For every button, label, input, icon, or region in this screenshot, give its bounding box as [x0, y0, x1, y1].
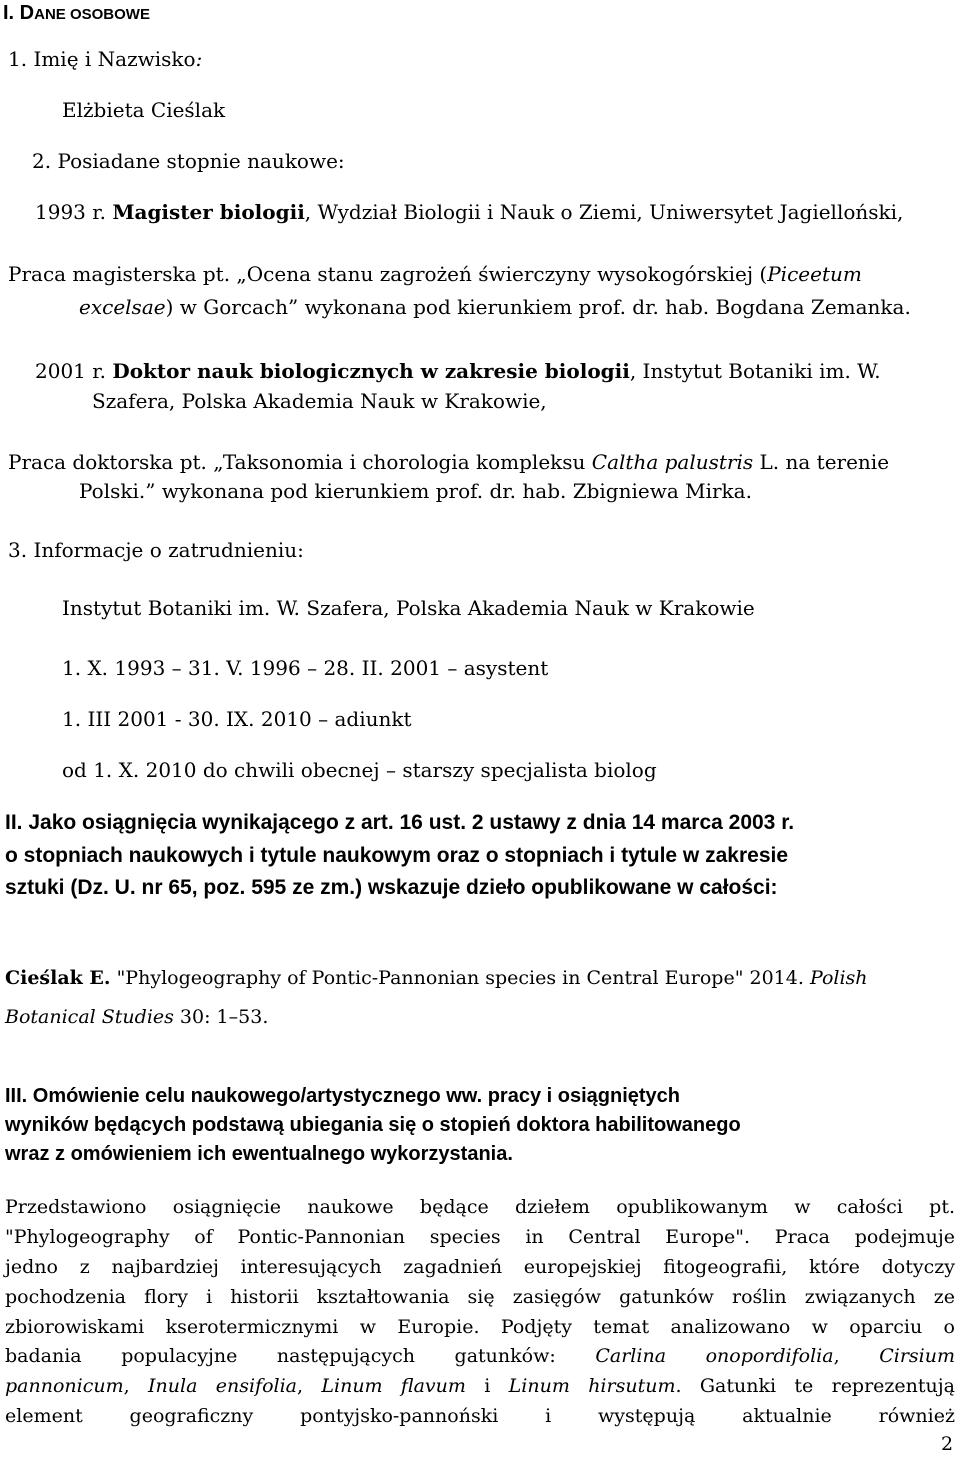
- reference-line-1: [5, 968, 868, 990]
- degree-2-institution: , Instytut Botaniki im. W.: [629, 359, 881, 383]
- reference-pages: 30: 1–53.: [173, 1006, 269, 1028]
- section-3-heading-line-1: III. Omówienie celu naukowego/artystycznego ww. pracy i osiągniętych: [5, 1085, 680, 1107]
- paragraph-text: badania populacyjne następujących gatunków:: [5, 1345, 596, 1367]
- paragraph-line: jedno z najbardziej interesujących zagadnień europejskiej fitogeografii, które dotyczy: [5, 1256, 955, 1278]
- item-1-colon: :: [195, 47, 203, 71]
- degree-1-year: 1993 r.: [35, 200, 113, 224]
- species-name: pannonicum: [5, 1375, 124, 1397]
- degree-2-thesis-text: Praca doktorska pt. „Taksonomia i chorologia kompleksu: [8, 450, 592, 474]
- reference-title: "Phylogeography of Pontic-Pannonian species in Central Europe" 2014.: [110, 967, 810, 989]
- job-entry: 1. III 2001 - 30. IX. 2010 – adiunkt: [62, 707, 412, 731]
- degree-2-line: [35, 360, 881, 383]
- degree-1-thesis-text: ) w Gorcach” wykonana pod kierunkiem prof. dr. hab. Bogdana Zemanka.: [165, 295, 911, 319]
- reference-line-2: [5, 1007, 268, 1029]
- item-1-text: 1. Imię i Nazwisko: [8, 47, 196, 71]
- paragraph-line: pochodzenia flory i historii kształtowania się zasięgów gatunków roślin związanych ze: [5, 1286, 955, 1308]
- reference-journal: Polish: [809, 967, 868, 989]
- degree-2-title: Doktor nauk biologicznych w zakresie biologii: [112, 359, 630, 383]
- paragraph-line: Przedstawiono osiągnięcie naukowe będące dziełem opublikowanym w całości pt.: [5, 1196, 955, 1218]
- section-2-heading-line-2: o stopniach naukowych i tytule naukowym oraz o stopniach i tytule w zakresie: [5, 844, 789, 867]
- latin-name: Caltha palustris: [591, 450, 754, 474]
- degree-2-thesis-line-1: [8, 451, 889, 474]
- paragraph-line: "Phylogeography of Pontic-Pannonian species in Central Europe". Praca podejmuje: [5, 1226, 955, 1248]
- employer: Instytut Botaniki im. W. Szafera, Polska Akademia Nauk w Krakowie: [62, 596, 755, 620]
- reference-journal: Botanical Studies: [5, 1006, 174, 1028]
- paragraph-line: zbiorowiskami kserotermicznymi w Europie. Podjęty temat analizowano w oparciu o: [5, 1316, 955, 1338]
- separator: ,: [123, 1375, 149, 1397]
- degree-2-thesis-text: L. na terenie: [753, 450, 890, 474]
- degree-2-thesis-line-2: Polski.” wykonana pod kierunkiem prof. dr. hab. Zbigniewa Mirka.: [79, 479, 752, 503]
- paragraph-line: element geograficzny pontyjsko-pannoński i występują aktualnie również: [5, 1405, 955, 1427]
- species-name: Inula ensifolia: [148, 1375, 297, 1397]
- degree-1-institution: , Wydział Biologii i Nauk o Ziemi, Uniwersytet Jagielloński,: [304, 200, 904, 224]
- page-number: 2: [941, 1433, 954, 1455]
- species-name: Carlina onopordifolia: [595, 1345, 834, 1367]
- section-3-heading-line-3: wraz z omówieniem ich ewentualnego wykorzystania.: [5, 1143, 513, 1165]
- species-name: Linum flavum: [321, 1375, 466, 1397]
- latin-name: Piceetum: [767, 262, 862, 286]
- degree-2-year: 2001 r.: [35, 359, 113, 383]
- separator: ,: [833, 1345, 880, 1367]
- degree-1-title: Magister biologii: [112, 200, 305, 224]
- reference-author: Cieślak E.: [5, 967, 111, 989]
- species-name: Linum hirsutum: [508, 1375, 676, 1397]
- degree-1-thesis-line-2: [79, 296, 911, 319]
- species-name: Cirsium: [879, 1345, 955, 1367]
- item-2-label: 2. Posiadane stopnie naukowe:: [32, 149, 345, 173]
- section-2-heading-line-3: sztuki (Dz. U. nr 65, poz. 595 ze zm.) wskazuje dzieło opublikowane w całości:: [5, 876, 778, 899]
- degree-1-line: [35, 201, 903, 224]
- heading-rest: ANE OSOBOWE: [34, 6, 150, 23]
- paragraph-text: . Gatunki te reprezentują: [675, 1375, 956, 1397]
- degree-1-thesis-line-1: [8, 263, 862, 286]
- item-1-label: [8, 48, 202, 71]
- job-entry: 1. X. 1993 – 31. V. 1996 – 28. II. 2001 – asystent: [62, 656, 549, 680]
- section-2-heading-line-1: II. Jako osiągnięcia wynikającego z art. 16 ust. 2 ustawy z dnia 14 marca 2003 r.: [5, 811, 795, 834]
- separator: ,: [297, 1375, 322, 1397]
- paragraph-line: [5, 1376, 955, 1398]
- degree-1-thesis-text: Praca magisterska pt. „Ocena stanu zagrożeń świerczyny wysokogórskiej (: [8, 262, 768, 286]
- job-entry: od 1. X. 2010 do chwili obecnej – starszy specjalista biolog: [62, 758, 657, 782]
- paragraph-line: [5, 1346, 955, 1368]
- section-1-heading: [3, 2, 150, 25]
- degree-2-line-2: Szafera, Polska Akademia Nauk w Krakowie,: [92, 389, 547, 413]
- person-name: Elżbieta Cieślak: [62, 98, 226, 122]
- heading-initials: I. D: [3, 2, 35, 24]
- conjunction: i: [465, 1375, 509, 1397]
- latin-name: excelsae: [79, 295, 166, 319]
- item-3-label: 3. Informacje o zatrudnieniu:: [8, 538, 304, 562]
- section-3-heading-line-2: wyników będących podstawą ubiegania się o stopień doktora habilitowanego: [5, 1114, 741, 1136]
